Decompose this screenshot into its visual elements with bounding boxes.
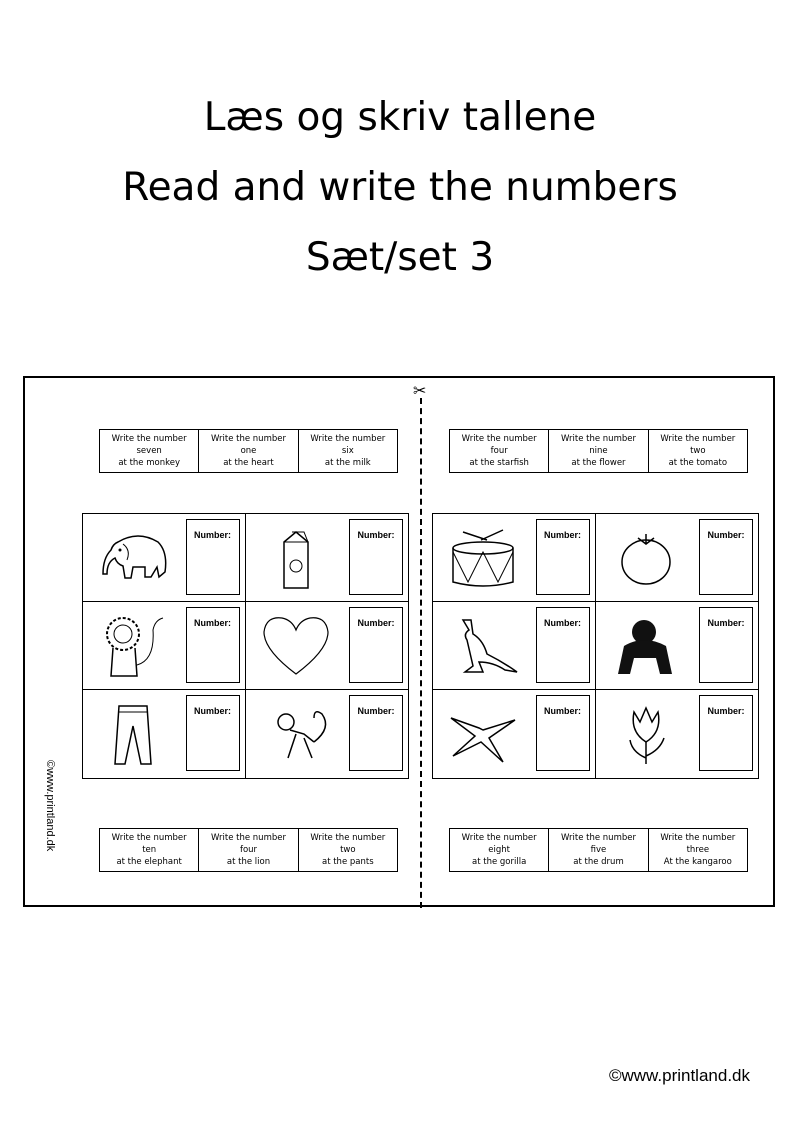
grid-cell xyxy=(596,690,759,778)
task-box-right-bottom xyxy=(449,828,748,872)
milk-carton-icon xyxy=(256,522,336,592)
answer-box[interactable]: Number: xyxy=(349,519,403,595)
answer-box[interactable]: Number: xyxy=(349,695,403,771)
answer-box[interactable]: Number: xyxy=(536,695,590,771)
answer-box[interactable]: Number: xyxy=(186,695,240,771)
cut-line xyxy=(420,398,422,908)
scissors-icon: ✂ xyxy=(413,381,427,400)
picture-grid-right xyxy=(432,513,759,779)
task: Write the number four at the starfish xyxy=(450,430,549,472)
task: Write the number seven at the monkey xyxy=(100,430,199,472)
grid-cell xyxy=(246,514,409,602)
task: Write the number two at the pants xyxy=(310,833,386,867)
title-danish: Læs og skriv tallene xyxy=(203,95,597,140)
starfish-icon xyxy=(443,698,523,768)
grid-cell xyxy=(596,514,759,602)
answer-box[interactable]: Number: xyxy=(536,519,590,595)
answer-box[interactable]: Number: xyxy=(186,519,240,595)
answer-box[interactable]: Number: xyxy=(186,607,240,683)
kangaroo-icon xyxy=(443,610,523,680)
footer-copyright: ©www.printland.dk xyxy=(608,1066,750,1085)
tulip-icon xyxy=(606,698,686,768)
drum-icon xyxy=(443,522,523,592)
task: Write the number ten at the elephant xyxy=(100,829,199,871)
lion-icon xyxy=(93,610,173,680)
task: Write the number four at the lion xyxy=(199,829,298,871)
side-copyright: ©www.printland.dk xyxy=(44,760,56,852)
task: Write the number two at the tomato xyxy=(660,434,736,468)
task: Write the number nine at the flower xyxy=(549,430,648,472)
picture-grid-left xyxy=(82,513,409,779)
gorilla-icon xyxy=(606,610,686,680)
grid-cell xyxy=(246,602,409,690)
grid-cell xyxy=(83,690,246,778)
task: Write the number one at the heart xyxy=(199,430,298,472)
grid-cell xyxy=(433,602,596,690)
title-set: Sæt/set 3 xyxy=(305,235,495,280)
grid-cell xyxy=(83,602,246,690)
task-box-left-top xyxy=(99,429,398,473)
answer-box[interactable]: Number: xyxy=(536,607,590,683)
task-box-right-top xyxy=(449,429,748,473)
elephant-icon xyxy=(93,522,173,592)
monkey-icon xyxy=(256,698,336,768)
task: Write the number eight at the gorilla xyxy=(450,829,549,871)
grid-cell xyxy=(83,514,246,602)
answer-box[interactable]: Number: xyxy=(699,519,753,595)
grid-cell xyxy=(433,514,596,602)
task: Write the number three At the kangaroo xyxy=(660,833,736,867)
answer-box[interactable]: Number: xyxy=(699,607,753,683)
task: Write the number five at the drum xyxy=(549,829,648,871)
answer-box[interactable]: Number: xyxy=(699,695,753,771)
title-english: Read and write the numbers xyxy=(122,165,678,210)
heart-icon xyxy=(256,610,336,680)
answer-box[interactable]: Number: xyxy=(349,607,403,683)
grid-cell xyxy=(596,602,759,690)
pants-icon xyxy=(93,698,173,768)
grid-cell xyxy=(433,690,596,778)
grid-cell xyxy=(246,690,409,778)
tomato-icon xyxy=(606,522,686,592)
task: Write the number six at the milk xyxy=(310,434,386,468)
task-box-left-bottom xyxy=(99,828,398,872)
